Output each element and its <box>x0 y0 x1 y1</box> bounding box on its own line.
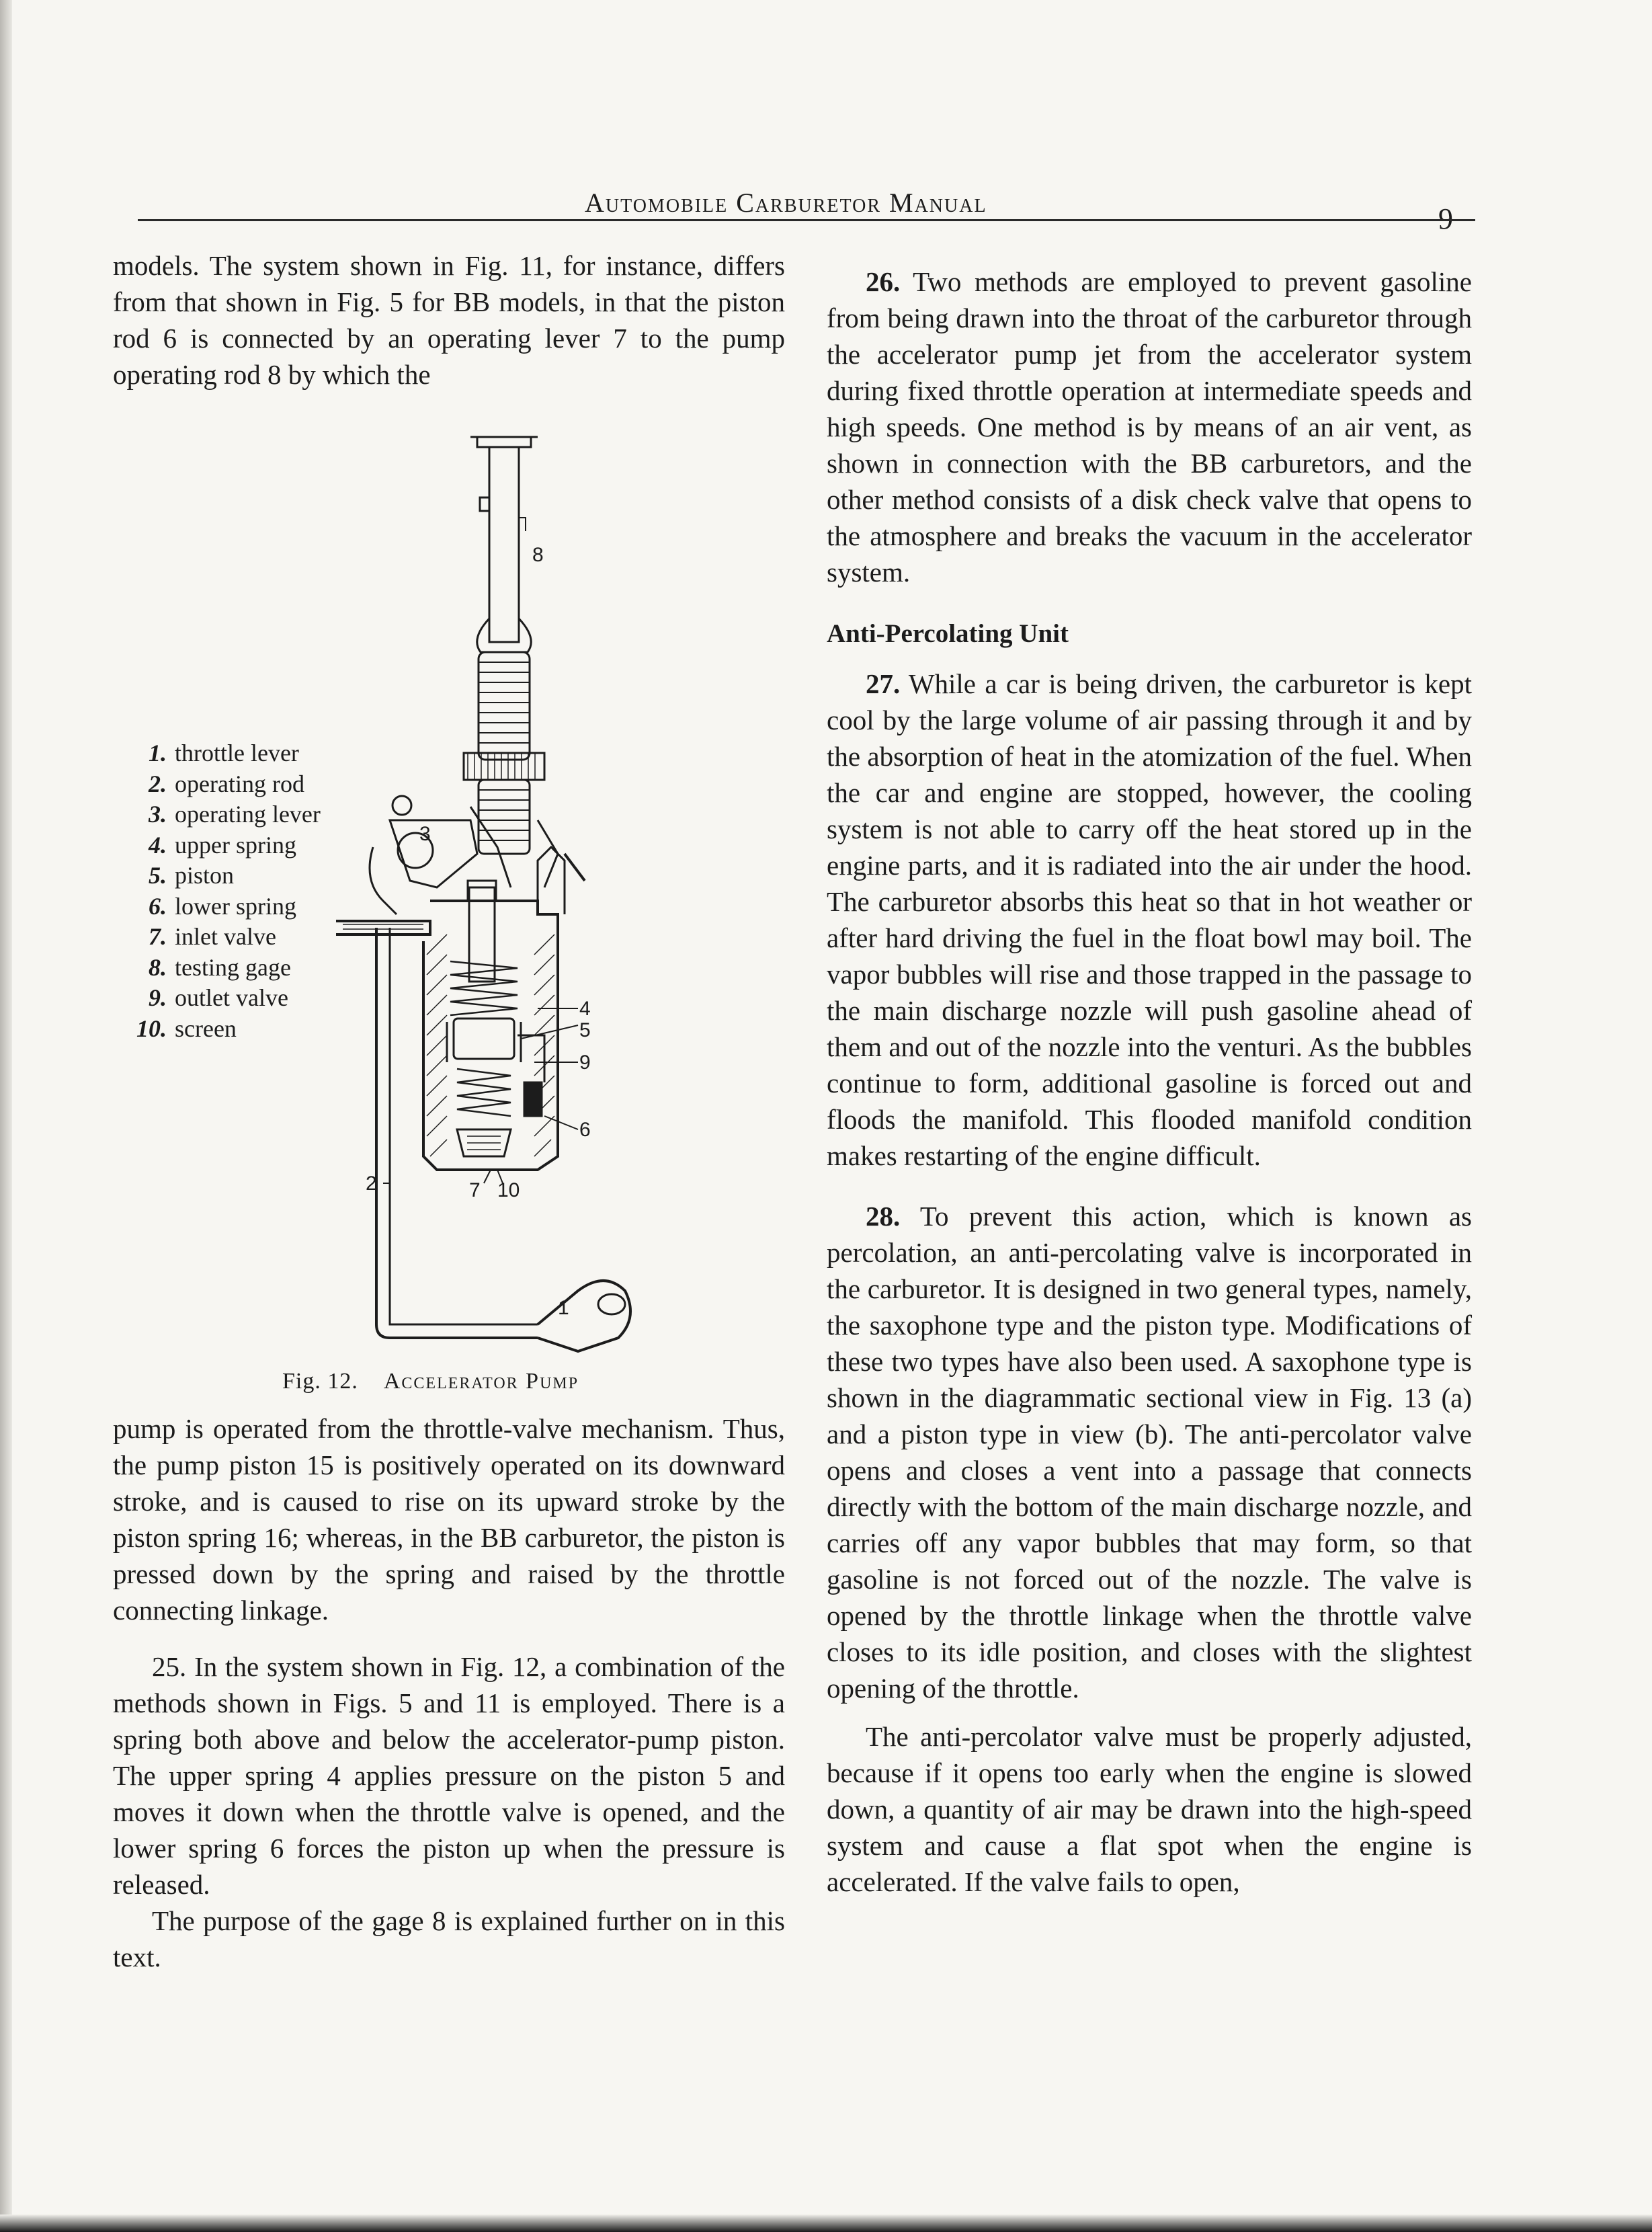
paragraph-28-number: 28. <box>866 1201 901 1232</box>
throttle-lever-shape <box>538 1281 630 1351</box>
parts-item <box>121 922 321 953</box>
parts-item-name: throttle lever <box>175 740 299 766</box>
knurled-collar-shape <box>464 753 544 780</box>
figure-caption <box>282 1369 579 1394</box>
paragraph-27 <box>827 666 1472 1174</box>
paragraph-25-number: 25. <box>152 1651 187 1682</box>
callout-3: 3 <box>419 823 431 845</box>
callout-6: 6 <box>579 1119 591 1141</box>
parts-item <box>121 983 321 1014</box>
parts-item <box>121 738 321 769</box>
paragraph-27-number: 27. <box>866 668 901 699</box>
parts-item-name: piston <box>175 862 235 889</box>
parts-item-name: operating lever <box>175 801 321 828</box>
callout-9: 9 <box>579 1051 591 1074</box>
parts-item-name: operating rod <box>175 770 304 797</box>
piston-shape <box>454 1019 514 1059</box>
lower-thread-shape <box>479 780 530 854</box>
accelerator-pump-diagram <box>336 417 645 1358</box>
page-bottom-edge <box>0 2215 1652 2232</box>
parts-item-number: 9. <box>149 984 167 1011</box>
parts-item <box>121 891 321 922</box>
parts-item-name: inlet valve <box>175 923 276 950</box>
parts-item-name: upper spring <box>175 831 296 859</box>
paragraph-25-text: In the system shown in Fig. 12, a combination of the methods shown in Figs. 5 and 11 is employed. There is a spring both above and below the accelerator-pump piston. The upper spring 4 applies pressure on the piston 5 and moves it down when the throttle valve is opened, and the lower spring 6 forces the piston up when the pressure is released. <box>113 1651 785 1900</box>
paragraph-pump-operated: pump is operated from the throttle-valve mechanism. Thus, the pump piston 15 is positively operated on its downward stroke, and is caused to rise on its upward stroke by the piston spring 16; whereas, in the BB carburetor, the piston is pressed down by the spring and raised by the throttle connecting linkage. <box>113 1413 785 1626</box>
parts-item-name: outlet valve <box>175 984 288 1011</box>
right-column <box>827 264 1472 1900</box>
gage-handle-shape <box>470 437 538 447</box>
parts-item-number: 10. <box>136 1014 167 1042</box>
parts-item <box>121 830 321 861</box>
lever-pivot-shape <box>393 796 411 815</box>
callout-5: 5 <box>579 1019 591 1041</box>
callout-2: 2 <box>366 1172 377 1195</box>
paragraph-gage: The purpose of the gage 8 is explained further on in this text. <box>113 1905 785 1972</box>
left-paragraph-top <box>113 247 785 393</box>
parts-item-name: lower spring <box>175 892 296 920</box>
figure-caption-label: Fig. 12. <box>282 1369 358 1394</box>
gage-thread-shape <box>479 652 530 760</box>
figure-parts-list <box>121 738 321 1044</box>
callout-4: 4 <box>579 998 591 1020</box>
paragraph-28-text: To prevent this action, which is known as percolation, an anti-percolating valve is incorporated in the carburetor. It is designed in two general types, namely, the saxophone type and the piston type. Modifications of these two types have also been used. A saxophone type is shown in the diagrammatic sectional view in Fig. 13 (a) and a piston type in view (b). The anti-percolator valve opens and closes a vent into a passage that connects directly with the bottom of the main discharge nozzle, and carries off any vapor bubbles that may form, so that gasoline is not forced out of the nozzle. The valve is opened by the throttle linkage when the throttle valve closes to its idle position, and closes with the slightest opening of the throttle. <box>827 1201 1472 1704</box>
parts-item-number: 8. <box>149 953 167 981</box>
parts-item-number: 5. <box>149 862 167 889</box>
lower-spring-shape <box>457 1069 511 1116</box>
figure-caption-title: Accelerator Pump <box>383 1369 579 1394</box>
paragraph-25 <box>113 1648 785 1903</box>
parts-item-number: 3. <box>149 801 167 828</box>
parts-item-number: 4. <box>149 831 167 859</box>
paragraph-26-text: Two methods are employed to prevent gasoline from being drawn into the throat of the carburetor through the accelerator pump jet from the accelerator system during fixed throttle operation at intermediate speeds and high speeds. One method is by means of an air vent, as shown in connection with the BB carburetors, and the other method consists of a disk check valve that opens to the atmosphere and breaks the vacuum in the accelerator system. <box>827 266 1472 588</box>
parts-item-number: 1. <box>149 740 167 766</box>
callout-1: 1 <box>558 1297 569 1319</box>
parts-item-name: screen <box>175 1014 237 1042</box>
parts-item-number: 7. <box>149 923 167 950</box>
paragraph-models: models. The system shown in Fig. 11, for instance, differs from that shown in Fig. 5 for BB models, in that the piston rod 6 is connected by an operating lever 7 to the pump operating rod 8 by which the <box>113 250 785 390</box>
callout-8: 8 <box>532 544 544 566</box>
parts-item-number: 6. <box>149 892 167 920</box>
running-title: Automobile Carburetor Manual <box>585 188 987 218</box>
parts-item <box>121 861 321 891</box>
parts-item <box>121 953 321 984</box>
page-left-edge <box>0 0 12 2232</box>
paragraph-28 <box>827 1198 1472 1706</box>
callout-10: 10 <box>497 1179 520 1201</box>
parts-item-name: testing gage <box>175 953 291 981</box>
parts-item-number: 2. <box>149 770 167 797</box>
parts-item <box>121 769 321 800</box>
parts-item <box>121 1014 321 1045</box>
left-paragraph-bottom <box>113 1410 785 1975</box>
paragraph-adjust: The anti-percolator valve must be properly adjusted, because if it opens too early when the engine is slowed down, a quantity of air may be drawn into the high-speed system and cause a flat spot when the engine is accelerated. If the valve fails to open, <box>827 1721 1472 1897</box>
outlet-valve-shape <box>524 1082 542 1116</box>
paragraph-27-text: While a car is being driven, the carburetor is kept cool by the large volume of air passing through it and by the absorption of heat in the atomization of the fuel. When the car and engine are stopped, however, the cooling system is not able to carry off the heat stored up in the engine parts, and it is radiated into the air under the hood. The carburetor absorbs this heat so that in hot weather or after hard driving the fuel in the float bowl may boil. The vapor bubbles will rise and those trapped in the passage to the main discharge nozzle will push gasoline ahead of them and out of the nozzle into the venturi. As the bubbles continue to form, additional gasoline is forced out and floods the manifold. This flooded manifold condition makes restarting of the engine difficult. <box>827 668 1472 1171</box>
testing-gage-rod-shape <box>489 447 519 642</box>
upper-spring-shape <box>450 961 518 1015</box>
paragraph-26-number: 26. <box>866 266 901 297</box>
callout-7: 7 <box>469 1179 481 1201</box>
section-heading: Anti-Percolating Unit <box>827 619 1069 648</box>
header-rule <box>138 219 1475 221</box>
parts-item <box>121 799 321 830</box>
paragraph-26 <box>827 264 1472 590</box>
